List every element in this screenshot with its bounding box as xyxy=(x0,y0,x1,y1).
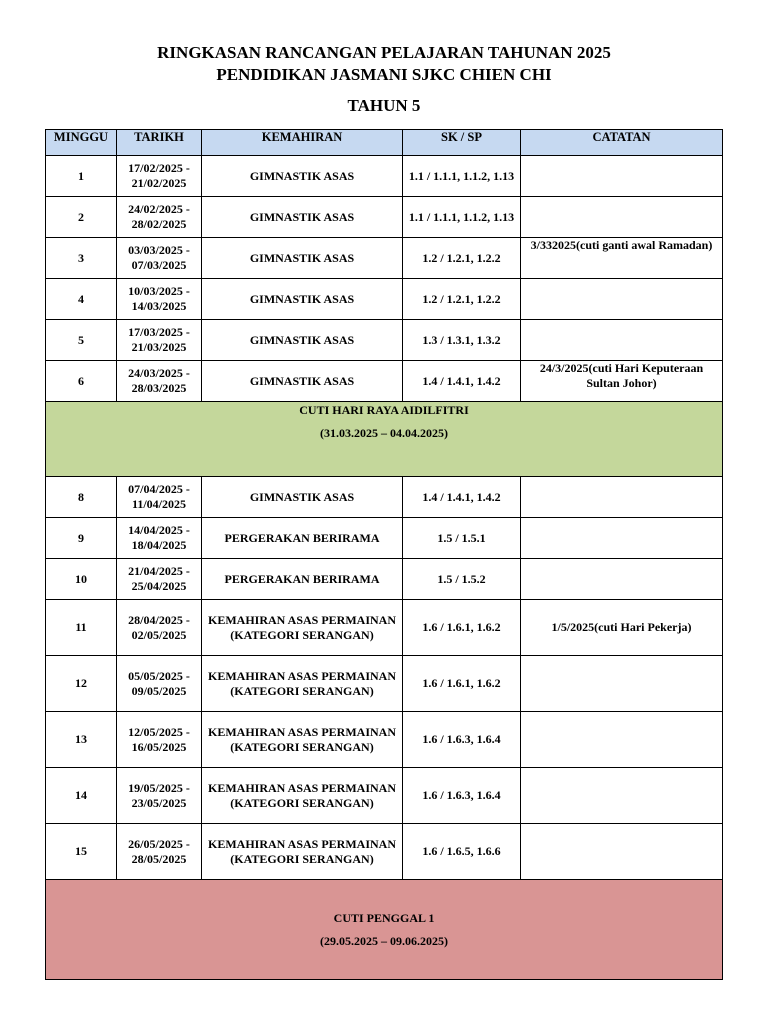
table-row xyxy=(46,518,723,559)
cell-kemahiran: PERGERAKAN BERIRAMA xyxy=(202,518,403,559)
cell-minggu: 12 xyxy=(46,656,117,712)
cell-minggu: 3 xyxy=(46,238,117,279)
cell-kemahiran: KEMAHIRAN ASAS PERMAINAN (KATEGORI SERANGAN) xyxy=(202,656,403,712)
table-row xyxy=(46,656,723,712)
cell-catatan xyxy=(521,824,723,880)
cell-minggu: 14 xyxy=(46,768,117,824)
table-row xyxy=(46,238,723,279)
cell-minggu: 1 xyxy=(46,156,117,197)
table-row xyxy=(46,712,723,768)
cell-minggu: 5 xyxy=(46,320,117,361)
cell-minggu: 4 xyxy=(46,279,117,320)
table-header-row xyxy=(46,130,723,156)
holiday-row-penggal xyxy=(46,880,723,980)
cell-tarikh: 28/04/2025 - 02/05/2025 xyxy=(117,600,202,656)
table-row xyxy=(46,320,723,361)
cell-catatan xyxy=(521,279,723,320)
cell-sksp: 1.4 / 1.4.1, 1.4.2 xyxy=(403,361,521,402)
cell-tarikh: 24/03/2025 - 28/03/2025 xyxy=(117,361,202,402)
cell-sksp: 1.6 / 1.6.5, 1.6.6 xyxy=(403,824,521,880)
cell-tarikh: 07/04/2025 - 11/04/2025 xyxy=(117,477,202,518)
cell-tarikh: 17/02/2025 - 21/02/2025 xyxy=(117,156,202,197)
cell-sksp: 1.1 / 1.1.1, 1.1.2, 1.13 xyxy=(403,156,521,197)
cell-kemahiran: PERGERAKAN BERIRAMA xyxy=(202,559,403,600)
cell-tarikh: 19/05/2025 - 23/05/2025 xyxy=(117,768,202,824)
cell-kemahiran: GIMNASTIK ASAS xyxy=(202,361,403,402)
column-header-sksp: SK / SP xyxy=(403,130,521,156)
cell-tarikh: 03/03/2025 - 07/03/2025 xyxy=(117,238,202,279)
cell-tarikh: 17/03/2025 - 21/03/2025 xyxy=(117,320,202,361)
table-row xyxy=(46,156,723,197)
cell-kemahiran: GIMNASTIK ASAS xyxy=(202,320,403,361)
cell-tarikh: 12/05/2025 - 16/05/2025 xyxy=(117,712,202,768)
cell-catatan: 1/5/2025(cuti Hari Pekerja) xyxy=(521,600,723,656)
cell-minggu: 13 xyxy=(46,712,117,768)
cell-kemahiran: GIMNASTIK ASAS xyxy=(202,279,403,320)
cell-tarikh: 14/04/2025 - 18/04/2025 xyxy=(117,518,202,559)
cell-catatan: 24/3/2025(cuti Hari Keputeraan Sultan Johor) xyxy=(521,361,723,402)
cell-catatan xyxy=(521,656,723,712)
cell-kemahiran: GIMNASTIK ASAS xyxy=(202,238,403,279)
table-row xyxy=(46,559,723,600)
holiday-title: CUTI PENGGAL 1 xyxy=(333,911,435,925)
cell-catatan xyxy=(521,197,723,238)
table-row xyxy=(46,768,723,824)
document-title: RINGKASAN RANCANGAN PELAJARAN TAHUNAN 2025 xyxy=(157,43,611,62)
table-row xyxy=(46,824,723,880)
table-row xyxy=(46,600,723,656)
cell-sksp: 1.4 / 1.4.1, 1.4.2 xyxy=(403,477,521,518)
cell-sksp: 1.3 / 1.3.1, 1.3.2 xyxy=(403,320,521,361)
cell-kemahiran: GIMNASTIK ASAS xyxy=(202,477,403,518)
column-header-minggu: MINGGU xyxy=(46,130,117,156)
table-row xyxy=(46,279,723,320)
holiday-cell xyxy=(46,880,723,980)
lesson-plan-table xyxy=(45,129,723,980)
cell-minggu: 11 xyxy=(46,600,117,656)
cell-minggu: 6 xyxy=(46,361,117,402)
cell-sksp: 1.5 / 1.5.1 xyxy=(403,518,521,559)
cell-catatan xyxy=(521,320,723,361)
cell-tarikh: 10/03/2025 - 14/03/2025 xyxy=(117,279,202,320)
cell-kemahiran: KEMAHIRAN ASAS PERMAINAN (KATEGORI SERANGAN) xyxy=(202,600,403,656)
cell-sksp: 1.6 / 1.6.3, 1.6.4 xyxy=(403,768,521,824)
cell-tarikh: 24/02/2025 - 28/02/2025 xyxy=(117,197,202,238)
cell-sksp: 1.5 / 1.5.2 xyxy=(403,559,521,600)
cell-minggu: 10 xyxy=(46,559,117,600)
cell-catatan xyxy=(521,559,723,600)
cell-kemahiran: GIMNASTIK ASAS xyxy=(202,156,403,197)
holiday-row-raya xyxy=(46,402,723,477)
cell-tarikh: 05/05/2025 - 09/05/2025 xyxy=(117,656,202,712)
cell-catatan xyxy=(521,156,723,197)
cell-catatan xyxy=(521,518,723,559)
document-subtitle: PENDIDIKAN JASMANI SJKC CHIEN CHI xyxy=(216,65,552,84)
table-row xyxy=(46,361,723,402)
cell-kemahiran: KEMAHIRAN ASAS PERMAINAN (KATEGORI SERANGAN) xyxy=(202,712,403,768)
cell-sksp: 1.1 / 1.1.1, 1.1.2, 1.13 xyxy=(403,197,521,238)
cell-catatan xyxy=(521,477,723,518)
holiday-dates: (31.03.2025 – 04.04.2025) xyxy=(320,426,448,440)
cell-catatan xyxy=(521,768,723,824)
column-header-catatan: CATATAN xyxy=(521,130,723,156)
column-header-kemahiran: KEMAHIRAN xyxy=(202,130,403,156)
cell-tarikh: 26/05/2025 - 28/05/2025 xyxy=(117,824,202,880)
year-heading: TAHUN 5 xyxy=(347,96,421,115)
cell-minggu: 2 xyxy=(46,197,117,238)
cell-sksp: 1.6 / 1.6.1, 1.6.2 xyxy=(403,600,521,656)
column-header-tarikh: TARIKH xyxy=(117,130,202,156)
holiday-cell xyxy=(46,402,723,477)
cell-sksp: 1.6 / 1.6.3, 1.6.4 xyxy=(403,712,521,768)
cell-kemahiran: GIMNASTIK ASAS xyxy=(202,197,403,238)
table-row xyxy=(46,197,723,238)
table-row xyxy=(46,477,723,518)
cell-minggu: 15 xyxy=(46,824,117,880)
cell-sksp: 1.2 / 1.2.1, 1.2.2 xyxy=(403,238,521,279)
cell-minggu: 9 xyxy=(46,518,117,559)
cell-kemahiran: KEMAHIRAN ASAS PERMAINAN (KATEGORI SERANGAN) xyxy=(202,768,403,824)
cell-minggu: 8 xyxy=(46,477,117,518)
cell-tarikh: 21/04/2025 - 25/04/2025 xyxy=(117,559,202,600)
cell-catatan xyxy=(521,712,723,768)
cell-sksp: 1.2 / 1.2.1, 1.2.2 xyxy=(403,279,521,320)
holiday-dates: (29.05.2025 – 09.06.2025) xyxy=(320,934,448,948)
holiday-title: CUTI HARI RAYA AIDILFITRI xyxy=(299,403,469,417)
cell-kemahiran: KEMAHIRAN ASAS PERMAINAN (KATEGORI SERANGAN) xyxy=(202,824,403,880)
cell-sksp: 1.6 / 1.6.1, 1.6.2 xyxy=(403,656,521,712)
cell-catatan: 3/332025(cuti ganti awal Ramadan) xyxy=(521,238,723,279)
